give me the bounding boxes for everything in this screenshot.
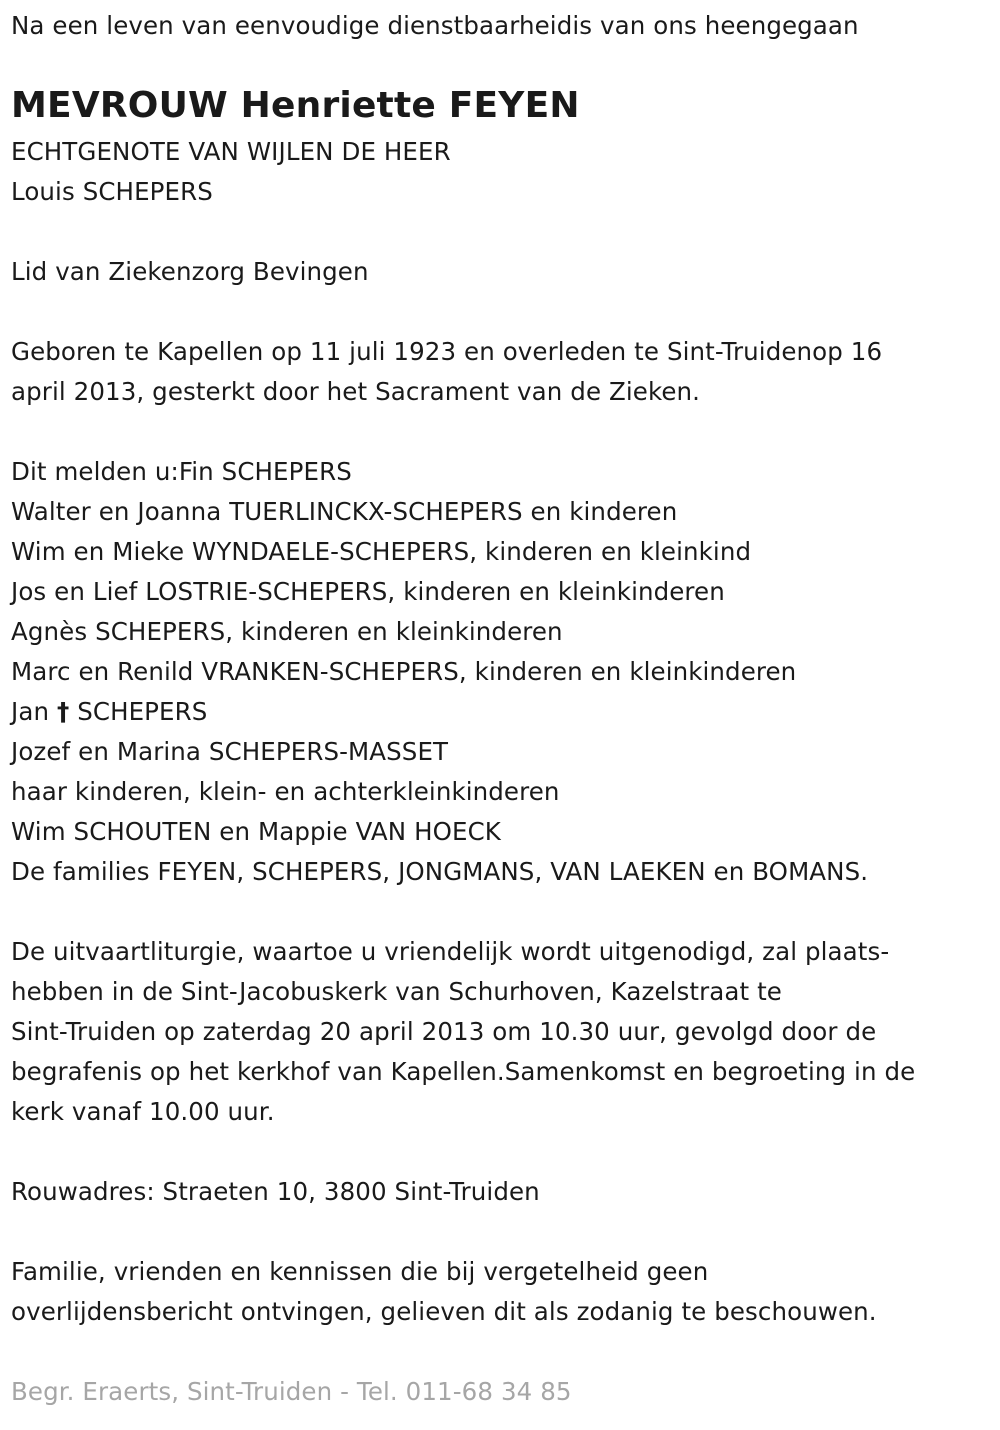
spacer xyxy=(11,292,991,332)
spacer xyxy=(11,412,991,452)
funeral-line-1: De uitvaartliturgie, waartoe u vriendelijk wordt uitgenodigd, zal plaats- xyxy=(11,937,890,966)
announcer-line: Agnès SCHEPERS, kinderen en kleinkinderen xyxy=(11,617,563,646)
announcer-line: Marc en Renild VRANKEN-SCHEPERS, kinderen en kleinkinderen xyxy=(11,657,797,686)
announcer-line: Wim SCHOUTEN en Mappie VAN HOECK xyxy=(11,817,501,846)
funeral-line-2: hebben in de Sint-Jacobuskerk van Schurhoven, Kazelstraat te xyxy=(11,977,782,1006)
notice-paragraph xyxy=(11,1252,991,1332)
deceased-name: MEVROUW Henriette FEYEN xyxy=(11,85,580,126)
spacer xyxy=(11,892,991,932)
spouse-line-2: Louis SCHEPERS xyxy=(11,177,213,206)
announcer-line: Wim en Mieke WYNDAELE-SCHEPERS, kinderen en kleinkind xyxy=(11,537,752,566)
obituary-document xyxy=(11,6,991,1412)
birth-death-line-1: Geboren te Kapellen op 11 juli 1923 en overleden te Sint-Truidenop 16 xyxy=(11,337,883,366)
spacer xyxy=(11,1332,991,1372)
intro-text: Na een leven van eenvoudige dienstbaarheidis van ons heengegaan xyxy=(11,11,859,40)
notice-line-2: overlijdensbericht ontvingen, gelieven dit als zodanig te beschouwen. xyxy=(11,1297,877,1326)
spouse-line-1: ECHTGENOTE VAN WIJLEN DE HEER xyxy=(11,137,451,166)
birth-death-line-2: april 2013, gesterkt door het Sacrament van de Zieken. xyxy=(11,377,701,406)
spacer xyxy=(11,1132,991,1172)
notice-line-1: Familie, vrienden en kennissen die bij vergetelheid geen xyxy=(11,1257,709,1286)
mourning-address: Rouwadres: Straeten 10, 3800 Sint-Truiden xyxy=(11,1177,540,1206)
announcer-line: Jozef en Marina SCHEPERS-MASSET xyxy=(11,737,449,766)
funeral-paragraph xyxy=(11,932,991,1132)
announcer-line: haar kinderen, klein- en achterkleinkinderen xyxy=(11,777,560,806)
announcer-first: Dit melden u:Fin SCHEPERS xyxy=(11,457,352,486)
announcer-jan-first: Jan xyxy=(11,697,50,726)
cross-icon: † xyxy=(56,697,70,726)
announcer-jan-last: SCHEPERS xyxy=(77,697,208,726)
announcer-line: Walter en Joanna TUERLINCKX-SCHEPERS en kinderen xyxy=(11,497,678,526)
funeral-line-5: kerk vanaf 10.00 uur. xyxy=(11,1097,275,1126)
undertaker-footer: Begr. Eraerts, Sint-Truiden - Tel. 011-68 34 85 xyxy=(11,1377,572,1406)
announcer-line: De families FEYEN, SCHEPERS, JONGMANS, VAN LAEKEN en BOMANS. xyxy=(11,857,869,886)
funeral-line-4: begrafenis op het kerkhof van Kapellen.Samenkomst en begroeting in de xyxy=(11,1057,916,1086)
announcers-list xyxy=(11,452,991,892)
announcer-jan xyxy=(11,692,991,732)
spacer xyxy=(11,212,991,252)
funeral-line-3: Sint-Truiden op zaterdag 20 april 2013 om 10.30 uur, gevolgd door de xyxy=(11,1017,877,1046)
announcer-line: Jos en Lief LOSTRIE-SCHEPERS, kinderen en kleinkinderen xyxy=(11,577,725,606)
spacer xyxy=(11,1212,991,1252)
membership-text: Lid van Ziekenzorg Bevingen xyxy=(11,257,369,286)
